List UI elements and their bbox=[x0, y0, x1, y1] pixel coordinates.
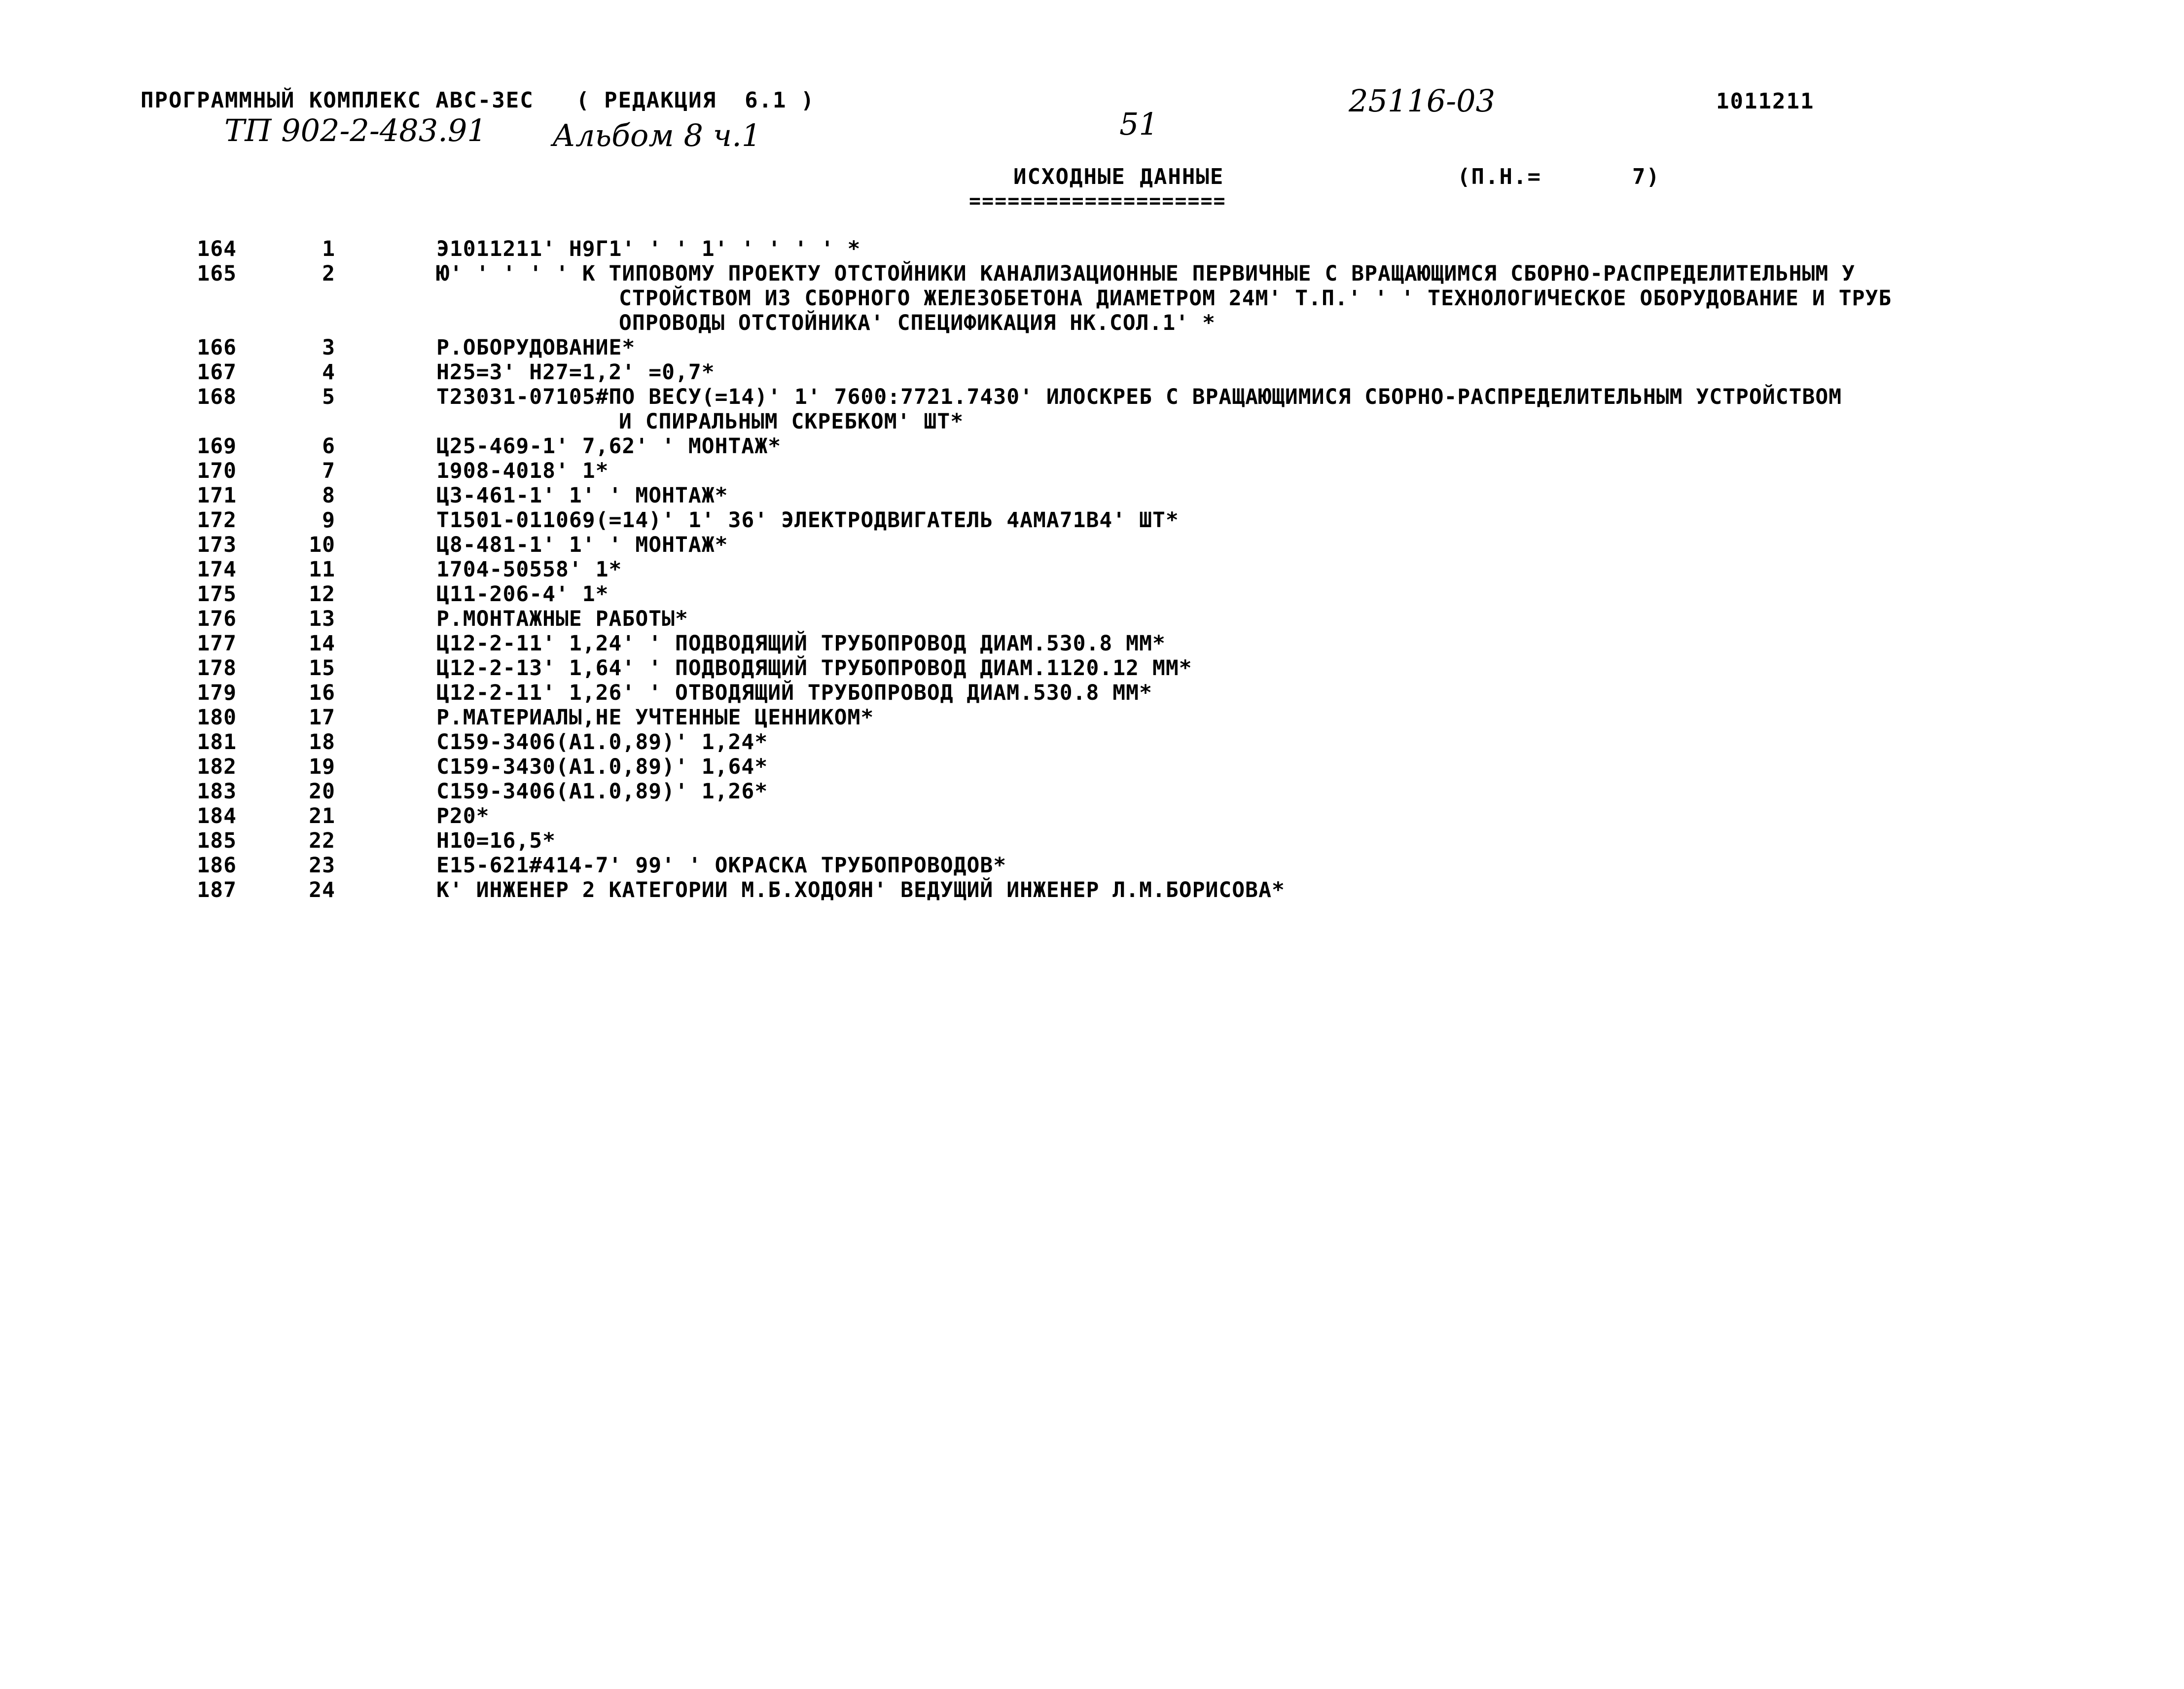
record-number: 19 bbox=[309, 755, 335, 779]
record-number: 2 bbox=[322, 261, 335, 286]
listing-row bbox=[0, 878, 2184, 902]
line-number: 172 bbox=[197, 508, 237, 533]
record-text: Р.ОБОРУДОВАНИЕ* bbox=[436, 335, 636, 360]
listing-row bbox=[0, 755, 2184, 779]
record-number: 5 bbox=[322, 385, 335, 409]
record-number: 24 bbox=[309, 878, 335, 902]
listing-row bbox=[0, 385, 2184, 434]
record-number: 4 bbox=[322, 360, 335, 385]
line-number: 167 bbox=[197, 360, 237, 385]
listing-row bbox=[0, 828, 2184, 853]
line-number: 171 bbox=[197, 483, 237, 508]
record-number: 22 bbox=[309, 828, 335, 853]
listing-row bbox=[0, 681, 2184, 705]
record-text: Н25=3' Н27=1,2' =0,7* bbox=[436, 360, 715, 385]
record-text: Ц12-2-11' 1,26' ' ОТВОДЯЩИЙ ТРУБОПРОВОД ДИАМ.530.8 ММ* bbox=[436, 681, 1152, 705]
record-text: Ю' ' ' ' ' К ТИПОВОМУ ПРОЕКТУ ОТСТОЙНИКИ КАНАЛИЗАЦИОННЫЕ ПЕРВИЧНЫЕ С ВРАЩАЮЩИМСЯ СБОРНО-РАСПРЕДЕЛИТЕЛЬНЫМ У bbox=[436, 261, 1856, 286]
record-number: 8 bbox=[322, 483, 335, 508]
record-text: С159-3430(А1.0,89)' 1,64* bbox=[436, 755, 768, 779]
listing-row bbox=[0, 508, 2184, 533]
record-text: 1908-4018' 1* bbox=[436, 459, 609, 483]
record-text: 1704-50558' 1* bbox=[436, 557, 622, 582]
record-text: Е15-621#414-7' 99' ' ОКРАСКА ТРУБОПРОВОДОВ* bbox=[436, 853, 1007, 878]
listing-row bbox=[0, 360, 2184, 385]
line-number: 173 bbox=[197, 533, 237, 557]
listing-row bbox=[0, 582, 2184, 607]
record-text: Н10=16,5* bbox=[436, 828, 556, 853]
line-number: 187 bbox=[197, 878, 237, 902]
listing-row bbox=[0, 483, 2184, 508]
listing-row bbox=[0, 656, 2184, 681]
listing-row bbox=[0, 730, 2184, 755]
line-number: 177 bbox=[197, 631, 237, 656]
record-text-continuation: И СПИРАЛЬНЫМ СКРЕБКОМ' ШТ* bbox=[619, 409, 964, 434]
record-text: Ц25-469-1' 7,62' ' МОНТАЖ* bbox=[436, 434, 782, 459]
record-number: 20 bbox=[309, 779, 335, 804]
record-number: 14 bbox=[309, 631, 335, 656]
program-header: ПРОГРАММНЫЙ КОМПЛЕКС АВС-3ЕС ( РЕДАКЦИЯ 6.1 ) bbox=[141, 88, 815, 113]
record-text: С159-3406(А1.0,89)' 1,24* bbox=[436, 730, 768, 755]
record-number: 11 bbox=[309, 557, 335, 582]
handwritten-album: Альбом 8 ч.1 bbox=[552, 117, 761, 153]
listing-row bbox=[0, 804, 2184, 828]
record-number: 10 bbox=[309, 533, 335, 557]
listing-row bbox=[0, 631, 2184, 656]
listing-row bbox=[0, 533, 2184, 557]
listing-row bbox=[0, 335, 2184, 360]
listing-row bbox=[0, 237, 2184, 261]
record-text: Ц8-481-1' 1' ' МОНТАЖ* bbox=[436, 533, 728, 557]
record-text: Т1501-011069(=14)' 1' 36' ЭЛЕКТРОДВИГАТЕЛЬ 4АМА71В4' ШТ* bbox=[436, 508, 1179, 533]
listing-row bbox=[0, 459, 2184, 483]
record-text-continuation: СТРОЙСТВОМ ИЗ СБОРНОГО ЖЕЛЕЗОБЕТОНА ДИАМЕТРОМ 24М' Т.П.' ' ' ТЕХНОЛОГИЧЕСКОЕ ОБОРУДОВАНИЕ И ТРУБ bbox=[619, 286, 1892, 311]
pn-label: (П.Н.= bbox=[1457, 164, 1541, 189]
line-number: 183 bbox=[197, 779, 237, 804]
record-text: Р20* bbox=[436, 804, 490, 828]
listing-row bbox=[0, 779, 2184, 804]
line-number: 179 bbox=[197, 681, 237, 705]
document-number: 1011211 bbox=[1716, 89, 1815, 114]
record-number: 21 bbox=[309, 804, 335, 828]
record-number: 23 bbox=[309, 853, 335, 878]
line-number: 169 bbox=[197, 434, 237, 459]
record-text: К' ИНЖЕНЕР 2 КАТЕГОРИИ М.Б.ХОДОЯН' ВЕДУЩИЙ ИНЖЕНЕР Л.М.БОРИСОВА* bbox=[436, 878, 1285, 902]
record-text: Ц12-2-11' 1,24' ' ПОДВОДЯЩИЙ ТРУБОПРОВОД ДИАМ.530.8 ММ* bbox=[436, 631, 1166, 656]
record-number: 16 bbox=[309, 681, 335, 705]
record-text: Э1011211' Н9Г1' ' ' 1' ' ' ' ' * bbox=[436, 237, 861, 261]
record-text: Ц3-461-1' 1' ' МОНТАЖ* bbox=[436, 483, 728, 508]
record-text: Р.МОНТАЖНЫЕ РАБОТЫ* bbox=[436, 607, 688, 631]
listing-row bbox=[0, 853, 2184, 878]
line-number: 178 bbox=[197, 656, 237, 681]
record-text: Ц11-206-4' 1* bbox=[436, 582, 609, 607]
line-number: 182 bbox=[197, 755, 237, 779]
section-title: ИСХОДНЫЕ ДАННЫЕ bbox=[1013, 164, 1224, 189]
record-text: Р.МАТЕРИАЛЫ,НЕ УЧТЕННЫЕ ЦЕННИКОМ* bbox=[436, 705, 874, 730]
listing-row bbox=[0, 261, 2184, 335]
record-text: Т23031-07105#ПО ВЕСУ(=14)' 1' 7600:7721.7430' ИЛОСКРЕБ С ВРАЩАЮЩИМИСЯ СБОРНО-РАСПРЕДЕЛИТЕЛЬНЫМ УСТРОЙСТВОМ bbox=[436, 385, 1842, 409]
record-number: 15 bbox=[309, 656, 335, 681]
record-number: 9 bbox=[322, 508, 335, 533]
line-number: 168 bbox=[197, 385, 237, 409]
line-number: 166 bbox=[197, 335, 237, 360]
line-number: 165 bbox=[197, 261, 237, 286]
record-text: Ц12-2-13' 1,64' ' ПОДВОДЯЩИЙ ТРУБОПРОВОД ДИАМ.1120.12 ММ* bbox=[436, 656, 1192, 681]
listing-row bbox=[0, 705, 2184, 730]
section-title-underline: ==================== bbox=[969, 190, 1226, 213]
record-number: 13 bbox=[309, 607, 335, 631]
listing-row bbox=[0, 557, 2184, 582]
record-number: 17 bbox=[309, 705, 335, 730]
line-number: 175 bbox=[197, 582, 237, 607]
line-number: 170 bbox=[197, 459, 237, 483]
handwritten-code: 25116-03 bbox=[1349, 83, 1496, 119]
handwritten-page-number: 51 bbox=[1119, 106, 1158, 142]
line-number: 181 bbox=[197, 730, 237, 755]
listing-row bbox=[0, 434, 2184, 459]
record-number: 7 bbox=[322, 459, 335, 483]
line-number: 185 bbox=[197, 828, 237, 853]
record-number: 1 bbox=[322, 237, 335, 261]
record-number: 6 bbox=[322, 434, 335, 459]
pn-value: 7) bbox=[1632, 164, 1660, 189]
line-number: 186 bbox=[197, 853, 237, 878]
listing-rows bbox=[0, 237, 2184, 902]
record-text: С159-3406(А1.0,89)' 1,26* bbox=[436, 779, 768, 804]
line-number: 174 bbox=[197, 557, 237, 582]
record-text-continuation: ОПРОВОДЫ ОТСТОЙНИКА' СПЕЦИФИКАЦИЯ НК.СОЛ.1' * bbox=[619, 311, 1216, 335]
line-number: 180 bbox=[197, 705, 237, 730]
record-number: 18 bbox=[309, 730, 335, 755]
line-number: 164 bbox=[197, 237, 237, 261]
record-number: 12 bbox=[309, 582, 335, 607]
listing-row bbox=[0, 607, 2184, 631]
line-number: 176 bbox=[197, 607, 237, 631]
handwritten-tp-number: ТП 902-2-483.91 bbox=[224, 112, 487, 148]
line-number: 184 bbox=[197, 804, 237, 828]
record-number: 3 bbox=[322, 335, 335, 360]
